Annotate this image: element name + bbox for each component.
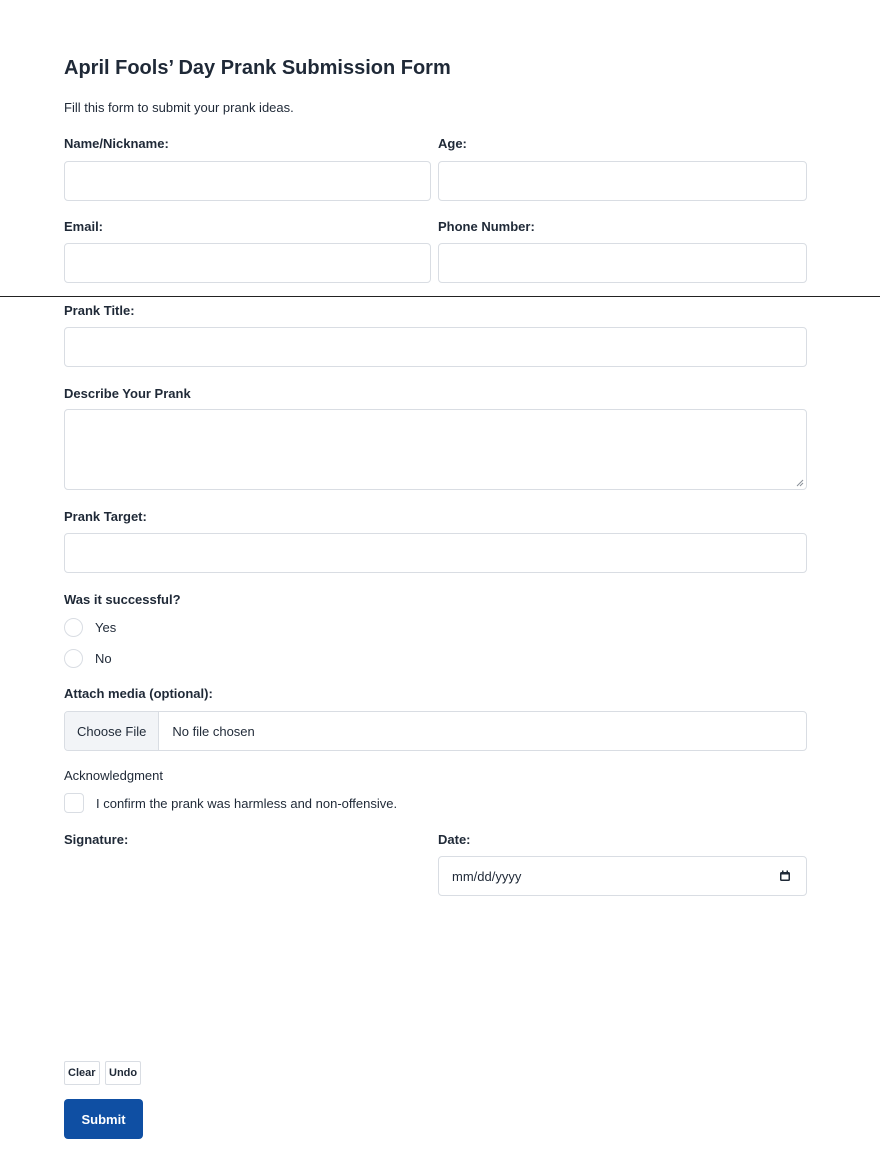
signature-label: Signature: — [64, 832, 129, 847]
yes-radio-label: Yes — [95, 619, 117, 635]
acknowledgment-row[interactable] — [64, 793, 397, 813]
media-file-input[interactable] — [64, 711, 807, 751]
email-label: Email: — [64, 219, 104, 234]
success-label: Was it successful? — [64, 592, 181, 607]
no-radio[interactable] — [64, 649, 83, 668]
no-radio-label: No — [95, 650, 112, 666]
age-input[interactable] — [438, 161, 807, 201]
date-label: Date: — [438, 832, 471, 847]
prank-description-label: Describe Your Prank — [64, 386, 191, 401]
horizontal-divider — [0, 296, 880, 297]
email-input[interactable] — [64, 243, 431, 283]
yes-radio[interactable] — [64, 618, 83, 637]
date-input[interactable] — [438, 856, 807, 896]
prank-title-label: Prank Title: — [64, 303, 135, 318]
clear-signature-button[interactable]: Clear — [64, 1061, 100, 1085]
phone-label: Phone Number: — [438, 219, 535, 234]
acknowledgment-checkbox[interactable] — [64, 793, 84, 813]
success-option-yes[interactable] — [64, 617, 116, 637]
name-input[interactable] — [64, 161, 431, 201]
signature-pad[interactable] — [64, 856, 431, 1052]
acknowledgment-label: Acknowledgment — [64, 768, 163, 783]
file-status-text: No file chosen — [172, 723, 255, 739]
success-option-no[interactable] — [64, 648, 112, 668]
media-label: Attach media (optional): — [64, 686, 213, 701]
submit-button[interactable]: Submit — [64, 1099, 143, 1139]
calendar-icon[interactable] — [778, 869, 792, 883]
prank-target-label: Prank Target: — [64, 509, 147, 524]
choose-file-button[interactable]: Choose File — [65, 712, 159, 750]
prank-description-wrapper — [64, 409, 807, 490]
form-title: April Fools’ Day Prank Submission Form — [64, 57, 451, 79]
age-label: Age: — [438, 136, 467, 151]
undo-signature-button[interactable]: Undo — [105, 1061, 141, 1085]
prank-description-textarea[interactable] — [64, 409, 807, 490]
resize-handle-icon[interactable] — [796, 479, 804, 487]
acknowledgment-text: I confirm the prank was harmless and non-offensive. — [96, 795, 398, 811]
form-description: Fill this form to submit your prank ideas. — [64, 100, 294, 115]
phone-input[interactable] — [438, 243, 807, 283]
name-label: Name/Nickname: — [64, 136, 169, 151]
prank-title-input[interactable] — [64, 327, 807, 367]
prank-target-input[interactable] — [64, 533, 807, 573]
date-placeholder: mm/dd/yyyy — [452, 868, 522, 884]
